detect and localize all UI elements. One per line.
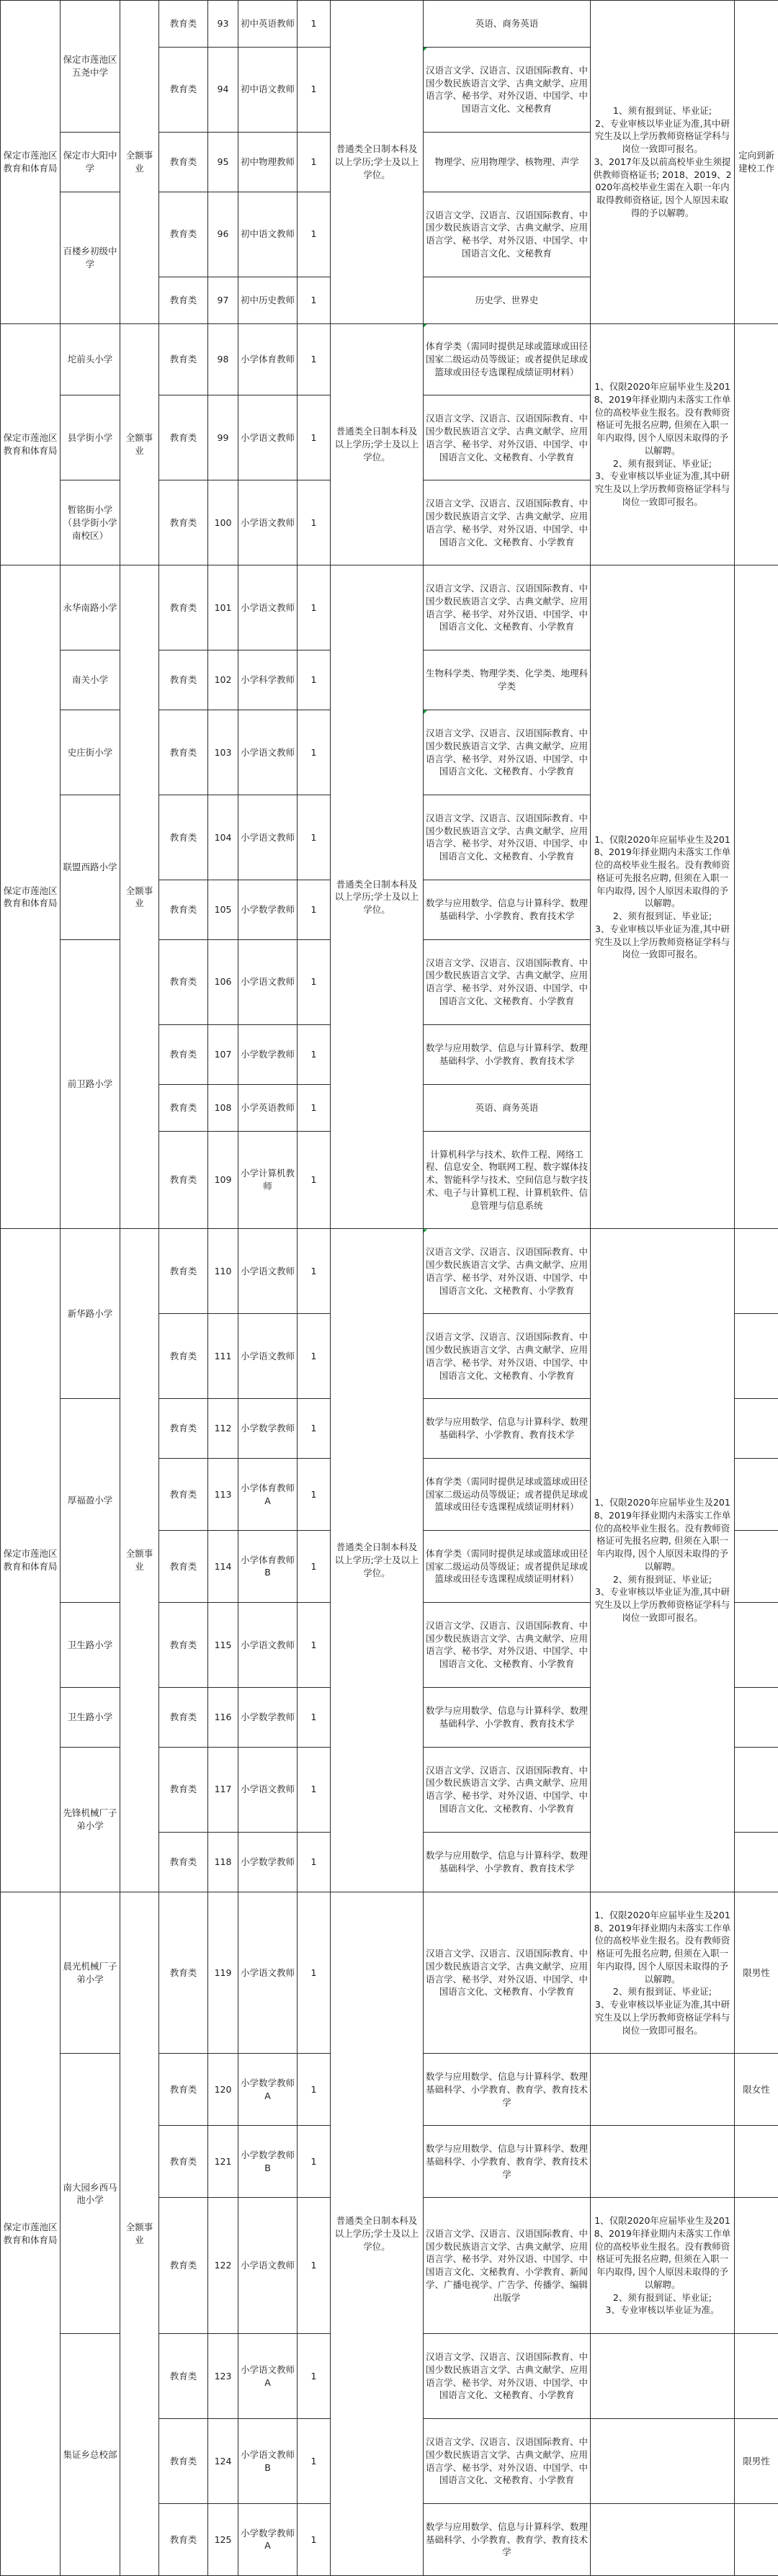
cell-remark: [735, 1399, 778, 1459]
cell-category: 教育类: [159, 480, 208, 565]
cell-remark: [735, 565, 778, 1229]
cell-code: 113: [208, 1459, 238, 1531]
cell-note: 1、仅限2020年应届毕业生及2018、2019年择业期内未落实工作单位的高校毕业生报名。没有教师资格证可先报名应聘, 但须在入职一年内取得, 因个人原因未取得的予以解聘。 2、须有报到证、毕业证; 3、专业审核以毕业证为准。: [591, 2198, 735, 2334]
cell-note: [591, 2054, 735, 2126]
cell-remark: [735, 323, 778, 565]
cell-count: 1: [298, 2419, 331, 2504]
cell-note: [591, 2504, 735, 2576]
cell-count: 1: [298, 2334, 331, 2419]
cell-code: 122: [208, 2198, 238, 2334]
cell-count: 1: [298, 1, 331, 48]
cell-remark: [735, 1832, 778, 1892]
cell-post: 小学体育教师A: [238, 1459, 298, 1531]
cell-unit: 暂铭街小学（县学街小学南校区）: [61, 480, 120, 565]
cell-remark: [735, 1459, 778, 1531]
table-row: [1, 1892, 778, 2054]
cell-post: 初中历史教师: [238, 277, 298, 323]
cell-dept: 保定市莲池区教育和体育局: [1, 323, 61, 565]
cell-code: 109: [208, 1131, 238, 1229]
cell-code: 107: [208, 1024, 238, 1084]
cell-category: 教育类: [159, 2419, 208, 2504]
cell-nature: 全额事业: [120, 1, 159, 324]
cell-unit: 百楼乡初级中学: [61, 192, 120, 323]
cell-major: 英语、商务英语: [424, 1084, 591, 1131]
cell-post: 初中语文教师: [238, 47, 298, 132]
cell-count: 1: [298, 1229, 331, 1314]
cell-category: 教育类: [159, 1084, 208, 1131]
cell-remark: 定向到新建校工作: [735, 1, 778, 324]
cell-category: 教育类: [159, 1459, 208, 1531]
cell-code: 117: [208, 1747, 238, 1832]
cell-category: 教育类: [159, 939, 208, 1024]
cell-note: [591, 2334, 735, 2419]
cell-code: 124: [208, 2419, 238, 2504]
cell-category: 教育类: [159, 1602, 208, 1687]
cell-unit: 晨光机械厂子弟小学: [61, 1892, 120, 2054]
cell-education: 普通类全日制本科及以上学历;学士及以上学位。: [331, 1229, 424, 1892]
cell-major: 生物科学类、物理学类、化学类、地理科学类: [424, 650, 591, 710]
cell-category: 教育类: [159, 1, 208, 48]
cell-count: 1: [298, 323, 331, 395]
cell-post: 小学语文教师: [238, 1229, 298, 1314]
cell-post: 小学语文教师: [238, 710, 298, 795]
cell-code: 118: [208, 1832, 238, 1892]
cell-major: 汉语言文学、汉语言、汉语国际教育、中国少数民族语言文学、古典文献学、应用语言学、秘书学、对外汉语、中国学、中国语言文化、文秘教育、小学教育: [424, 1314, 591, 1399]
cell-remark: 限男性: [735, 1892, 778, 2054]
cell-count: 1: [298, 1084, 331, 1131]
cell-unit: 保定市大阳中学: [61, 132, 120, 192]
cell-category: 教育类: [159, 1131, 208, 1229]
cell-major: 汉语言文学、汉语言、汉语国际教育、中国少数民族语言文学、古典文献学、应用语言学、秘书学、对外汉语、中国学、中国语言文化、文秘教育、小学教育、新闻学、广播电视学、广告学、传播学、编辑出版学: [424, 2198, 591, 2334]
cell-unit: 永华南路小学: [61, 565, 120, 650]
cell-post: 小学语文教师: [238, 565, 298, 650]
cell-count: 1: [298, 650, 331, 710]
cell-nature: 全额事业: [120, 1229, 159, 1892]
cell-code: 96: [208, 192, 238, 277]
cell-unit: 南关小学: [61, 650, 120, 710]
cell-count: 1: [298, 880, 331, 939]
cell-category: 教育类: [159, 1832, 208, 1892]
cell-note: 1、仅限2020年应届毕业生及2018、2019年择业期内未落实工作单位的高校毕业生报名。没有教师资格证可先报名应聘, 但须在入职一年内取得, 因个人原因未取得的予以解聘。 2、须有报到证、毕业证; 3、专业审核以毕业证为准,其中研究生及以上学历教师资格证学科与岗位一致即可报名。: [591, 1892, 735, 2054]
cell-post: 小学计算机教师: [238, 1131, 298, 1229]
cell-code: 110: [208, 1229, 238, 1314]
cell-remark: [735, 1314, 778, 1399]
cell-count: 1: [298, 1459, 331, 1531]
cell-post: 小学数学教师: [238, 1832, 298, 1892]
cell-remark: [735, 1687, 778, 1747]
cell-major: 数学与应用数学、信息与计算科学、数理基础科学、小学教育、教育技术学: [424, 1024, 591, 1084]
cell-code: 123: [208, 2334, 238, 2419]
cell-category: 教育类: [159, 277, 208, 323]
cell-code: 119: [208, 1892, 238, 2054]
cell-post: 小学语文教师: [238, 480, 298, 565]
cell-code: 121: [208, 2126, 238, 2198]
cell-post: 小学数学教师: [238, 1024, 298, 1084]
cell-code: 120: [208, 2054, 238, 2126]
cell-nature: 全额事业: [120, 323, 159, 565]
cell-post: 初中英语教师: [238, 1, 298, 48]
cell-post: 小学语文教师A: [238, 2334, 298, 2419]
cell-post: 小学数学教师: [238, 880, 298, 939]
cell-unit: 集证乡总校部: [61, 2334, 120, 2576]
cell-code: 101: [208, 565, 238, 650]
cell-count: 1: [298, 1747, 331, 1832]
cell-post: 小学数学教师A: [238, 2504, 298, 2576]
cell-count: 1: [298, 1602, 331, 1687]
cell-unit: 联盟西路小学: [61, 795, 120, 939]
cell-remark: [735, 2198, 778, 2334]
cell-code: 125: [208, 2504, 238, 2576]
cell-dept: 保定市莲池区教育和体育局: [1, 1229, 61, 1892]
table-row: [1, 323, 778, 395]
cell-note: 1、须有报到证、毕业证; 2、专业审核以毕业证为准,其中研究生及以上学历教师资格证学科与岗位一致即可报名。 3、2017年及以前高校毕业生须提供教师资格证书; 2018、2019、2020年高校毕业生需在入职一年内取得教师资格证, 因个人原因未取得的予以解聘。: [591, 1, 735, 324]
cell-count: 1: [298, 1531, 331, 1603]
cell-post: 小学语文教师: [238, 1892, 298, 2054]
cell-count: 1: [298, 277, 331, 323]
cell-count: 1: [298, 795, 331, 880]
cell-remark: [735, 1229, 778, 1314]
cell-major: 数学与应用数学、信息与计算科学、数理基础科学、小学教育、教育学、教育技术学: [424, 2504, 591, 2576]
cell-category: 教育类: [159, 2334, 208, 2419]
cell-category: 教育类: [159, 2126, 208, 2198]
cell-post: 小学语文教师: [238, 939, 298, 1024]
cell-remark: 限男性: [735, 2419, 778, 2504]
cell-count: 1: [298, 2054, 331, 2126]
cell-count: 1: [298, 1131, 331, 1229]
cell-category: 教育类: [159, 1531, 208, 1603]
cell-category: 教育类: [159, 1892, 208, 2054]
cell-code: 93: [208, 1, 238, 48]
cell-dept: 保定市莲池区教育和体育局: [1, 1892, 61, 2575]
cell-education: 普通类全日制本科及以上学历;学士及以上学位。: [331, 323, 424, 565]
cell-code: 105: [208, 880, 238, 939]
cell-major: 数学与应用数学、信息与计算科学、数理基础科学、小学教育、教育学、教育技术学: [424, 2126, 591, 2198]
cell-post: 初中语文教师: [238, 192, 298, 277]
cell-note: 1、仅限2020年应届毕业生及2018、2019年择业期内未落实工作单位的高校毕业生报名。没有教师资格证可先报名应聘, 但须在入职一年内取得, 因个人原因未取得的予以解聘。 2、须有报到证、毕业证; 3、专业审核以毕业证为准,其中研究生及以上学历教师资格证学科与岗位一致即可报名。: [591, 565, 735, 1229]
cell-major: 汉语言文学、汉语言、汉语国际教育、中国少数民族语言文学、古典文献学、应用语言学、秘书学、对外汉语、中国学、中国语言文化、文秘教育、小学教育: [424, 1229, 591, 1314]
cell-category: 教育类: [159, 710, 208, 795]
cell-post: 小学数学教师: [238, 1399, 298, 1459]
cell-code: 115: [208, 1602, 238, 1687]
cell-major: 汉语言文学、汉语言、汉语国际教育、中国少数民族语言文学、古典文献学、应用语言学、秘书学、对外汉语、中国学、中国语言文化、文秘教育、小学教育: [424, 395, 591, 480]
cell-remark: [735, 2334, 778, 2419]
cell-major: 汉语言文学、汉语言、汉语国际教育、中国少数民族语言文学、古典文献学、应用语言学、秘书学、对外汉语、中国学、中国语言文化、文秘教育: [424, 192, 591, 277]
cell-post: 小学科学教师: [238, 650, 298, 710]
cell-post: 初中物理教师: [238, 132, 298, 192]
cell-code: 104: [208, 795, 238, 880]
cell-category: 教育类: [159, 880, 208, 939]
cell-count: 1: [298, 1687, 331, 1747]
cell-category: 教育类: [159, 2504, 208, 2576]
cell-post: 小学语文教师: [238, 2198, 298, 2334]
cell-post: 小学语文教师B: [238, 2419, 298, 2504]
cell-education: 普通类全日制本科及以上学历;学士及以上学位。: [331, 1892, 424, 2575]
cell-code: 112: [208, 1399, 238, 1459]
cell-unit: 厚福盈小学: [61, 1399, 120, 1603]
cell-note: 1、仅限2020年应届毕业生及2018、2019年择业期内未落实工作单位的高校毕业生报名。没有教师资格证可先报名应聘, 但须在入职一年内取得, 因个人原因未取得的予以解聘。 2、须有报到证、毕业证; 3、专业审核以毕业证为准,其中研究生及以上学历教师资格证学科与岗位一致即可报名。: [591, 323, 735, 565]
cell-code: 98: [208, 323, 238, 395]
cell-category: 教育类: [159, 132, 208, 192]
cell-major: 汉语言文学、汉语言、汉语国际教育、中国少数民族语言文学、古典文献学、应用语言学、秘书学、对外汉语、中国学、中国语言文化、文秘教育、小学教育: [424, 480, 591, 565]
cell-count: 1: [298, 2504, 331, 2576]
cell-code: 95: [208, 132, 238, 192]
cell-unit: 坨前头小学: [61, 323, 120, 395]
cell-code: 114: [208, 1531, 238, 1603]
cell-unit: 史庄街小学: [61, 710, 120, 795]
cell-major: 数学与应用数学、信息与计算科学、数理基础科学、小学教育、教育技术学: [424, 1832, 591, 1892]
cell-unit: 新华路小学: [61, 1229, 120, 1399]
cell-major: 数学与应用数学、信息与计算科学、数理基础科学、小学教育、教育技术学: [424, 1399, 591, 1459]
cell-code: 103: [208, 710, 238, 795]
cell-post: 小学语文教师: [238, 1314, 298, 1399]
cell-category: 教育类: [159, 395, 208, 480]
cell-code: 111: [208, 1314, 238, 1399]
cell-count: 1: [298, 565, 331, 650]
cell-post: 小学数学教师A: [238, 2054, 298, 2126]
cell-major: 汉语言文学、汉语言、汉语国际教育、中国少数民族语言文学、古典文献学、应用语言学、秘书学、对外汉语、中国学、中国语言文化、文秘教育、小学教育: [424, 710, 591, 795]
cell-count: 1: [298, 2198, 331, 2334]
cell-post: 小学语文教师: [238, 1747, 298, 1832]
cell-major: 汉语言文学、汉语言、汉语国际教育、中国少数民族语言文学、古典文献学、应用语言学、秘书学、对外汉语、中国学、中国语言文化、文秘教育、小学教育: [424, 1892, 591, 2054]
cell-category: 教育类: [159, 1687, 208, 1747]
cell-code: 116: [208, 1687, 238, 1747]
cell-count: 1: [298, 1399, 331, 1459]
cell-major: 体育学类（需同时提供足球或篮球或田径国家二级运动员等级证；或者提供足球或篮球或田径专选课程成绩证明材料）: [424, 1459, 591, 1531]
cell-major: 汉语言文学、汉语言、汉语国际教育、中国少数民族语言文学、古典文献学、应用语言学、秘书学、对外汉语、中国学、中国语言文化、文秘教育、小学教育: [424, 1747, 591, 1832]
cell-nature: 全额事业: [120, 565, 159, 1229]
cell-major: 数学与应用数学、信息与计算科学、数理基础科学、小学教育、教育学、教育技术学: [424, 2054, 591, 2126]
cell-major: 计算机科学与技术、软件工程、网络工程、信息安全、物联网工程、数字媒体技术、智能科学与技术、空间信息与数字技术、电子与计算机工程、计算机软件、信息管理与信息系统: [424, 1131, 591, 1229]
cell-code: 99: [208, 395, 238, 480]
cell-category: 教育类: [159, 192, 208, 277]
cell-unit: 县学街小学: [61, 395, 120, 480]
cell-code: 100: [208, 480, 238, 565]
cell-code: 108: [208, 1084, 238, 1131]
cell-code: 94: [208, 47, 238, 132]
cell-major: 数学与应用数学、信息与计算科学、数理基础科学、小学教育、教育技术学: [424, 880, 591, 939]
cell-category: 教育类: [159, 47, 208, 132]
cell-education: 普通类全日制本科及以上学历;学士及以上学位。: [331, 1, 424, 324]
cell-major: 数学与应用数学、信息与计算科学、数理基础科学、小学教育、教育技术学: [424, 1687, 591, 1747]
cell-count: 1: [298, 1314, 331, 1399]
cell-major: 汉语言文学、汉语言、汉语国际教育、中国少数民族语言文学、古典文献学、应用语言学、秘书学、对外汉语、中国学、中国语言文化、文秘教育: [424, 47, 591, 132]
table-row: [1, 565, 778, 650]
cell-unit: 先锋机械厂子弟小学: [61, 1747, 120, 1892]
cell-dept: 保定市莲池区教育和体育局: [1, 1, 61, 324]
cell-post: 小学英语教师: [238, 1084, 298, 1131]
cell-count: 1: [298, 192, 331, 277]
cell-category: 教育类: [159, 565, 208, 650]
cell-note: [591, 2126, 735, 2198]
cell-note: 1、仅限2020年应届毕业生及2018、2019年择业期内未落实工作单位的高校毕业生报名。没有教师资格证可先报名应聘, 但须在入职一年内取得, 因个人原因未取得的予以解聘。 2、须有报到证、毕业证; 3、专业审核以毕业证为准,其中研究生及以上学历教师资格证学科与岗位一致即可报名。: [591, 1229, 735, 1892]
cell-unit: 前卫路小学: [61, 939, 120, 1229]
cell-major: 历史学、世界史: [424, 277, 591, 323]
cell-count: 1: [298, 939, 331, 1024]
cell-count: 1: [298, 710, 331, 795]
cell-category: 教育类: [159, 323, 208, 395]
table-row: [1, 1229, 778, 1314]
cell-post: 小学语文教师: [238, 1602, 298, 1687]
cell-major: 物理学、应用物理学、核物理、声学: [424, 132, 591, 192]
cell-category: 教育类: [159, 1229, 208, 1314]
cell-remark: [735, 1747, 778, 1832]
cell-remark: [735, 2126, 778, 2198]
cell-major: 体育学类（需同时提供足球或篮球或田径国家二级运动员等级证；或者提供足球或篮球或田径专选课程成绩证明材料）: [424, 1531, 591, 1603]
cell-unit: 卫生路小学: [61, 1687, 120, 1747]
cell-education: 普通类全日制本科及以上学历;学士及以上学位。: [331, 565, 424, 1229]
cell-count: 1: [298, 1024, 331, 1084]
cell-major: 汉语言文学、汉语言、汉语国际教育、中国少数民族语言文学、古典文献学、应用语言学、秘书学、对外汉语、中国学、中国语言文化、文秘教育、小学教育: [424, 2419, 591, 2504]
cell-category: 教育类: [159, 1024, 208, 1084]
cell-post: 小学体育教师B: [238, 1531, 298, 1603]
cell-major: 英语、商务英语: [424, 1, 591, 48]
cell-post: 小学数学教师B: [238, 2126, 298, 2198]
cell-count: 1: [298, 132, 331, 192]
cell-count: 1: [298, 480, 331, 565]
cell-unit: 卫生路小学: [61, 1602, 120, 1687]
cell-unit: 保定市莲池区五尧中学: [61, 1, 120, 133]
table-row: [1, 1, 778, 48]
cell-post: 小学语文教师: [238, 395, 298, 480]
cell-post: 小学语文教师: [238, 795, 298, 880]
cell-remark: [735, 2504, 778, 2576]
cell-major: 汉语言文学、汉语言、汉语国际教育、中国少数民族语言文学、古典文献学、应用语言学、秘书学、对外汉语、中国学、中国语言文化、文秘教育、小学教育: [424, 2334, 591, 2419]
cell-code: 97: [208, 277, 238, 323]
cell-remark: [735, 1602, 778, 1687]
cell-category: 教育类: [159, 1399, 208, 1459]
recruitment-table-body: [1, 1, 778, 2576]
cell-count: 1: [298, 1832, 331, 1892]
cell-major: 体育学类（需同时提供足球或篮球或田径国家二级运动员等级证；或者提供足球或篮球或田径专选课程成绩证明材料）: [424, 323, 591, 395]
cell-category: 教育类: [159, 1747, 208, 1832]
cell-major: 汉语言文学、汉语言、汉语国际教育、中国少数民族语言文学、古典文献学、应用语言学、秘书学、对外汉语、中国学、中国语言文化、文秘教育、小学教育: [424, 939, 591, 1024]
cell-count: 1: [298, 2126, 331, 2198]
cell-major: 汉语言文学、汉语言、汉语国际教育、中国少数民族语言文学、古典文献学、应用语言学、秘书学、对外汉语、中国学、中国语言文化、文秘教育、小学教育: [424, 1602, 591, 1687]
cell-category: 教育类: [159, 2198, 208, 2334]
cell-category: 教育类: [159, 650, 208, 710]
cell-remark: 限女性: [735, 2054, 778, 2126]
cell-unit: 南大园乡西马池小学: [61, 2054, 120, 2334]
cell-major: 汉语言文学、汉语言、汉语国际教育、中国少数民族语言文学、古典文献学、应用语言学、秘书学、对外汉语、中国学、中国语言文化、文秘教育、小学教育: [424, 565, 591, 650]
cell-count: 1: [298, 395, 331, 480]
cell-category: 教育类: [159, 1314, 208, 1399]
cell-count: 1: [298, 1892, 331, 2054]
cell-post: 小学体育教师: [238, 323, 298, 395]
cell-post: 小学数学教师: [238, 1687, 298, 1747]
cell-remark: [735, 1531, 778, 1603]
cell-major: 汉语言文学、汉语言、汉语国际教育、中国少数民族语言文学、古典文献学、应用语言学、秘书学、对外汉语、中国学、中国语言文化、文秘教育、小学教育: [424, 795, 591, 880]
cell-note: [591, 2419, 735, 2504]
cell-code: 102: [208, 650, 238, 710]
cell-category: 教育类: [159, 795, 208, 880]
cell-dept: 保定市莲池区教育和体育局: [1, 565, 61, 1229]
cell-count: 1: [298, 47, 331, 132]
cell-nature: 全额事业: [120, 1892, 159, 2575]
cell-code: 106: [208, 939, 238, 1024]
cell-category: 教育类: [159, 2054, 208, 2126]
